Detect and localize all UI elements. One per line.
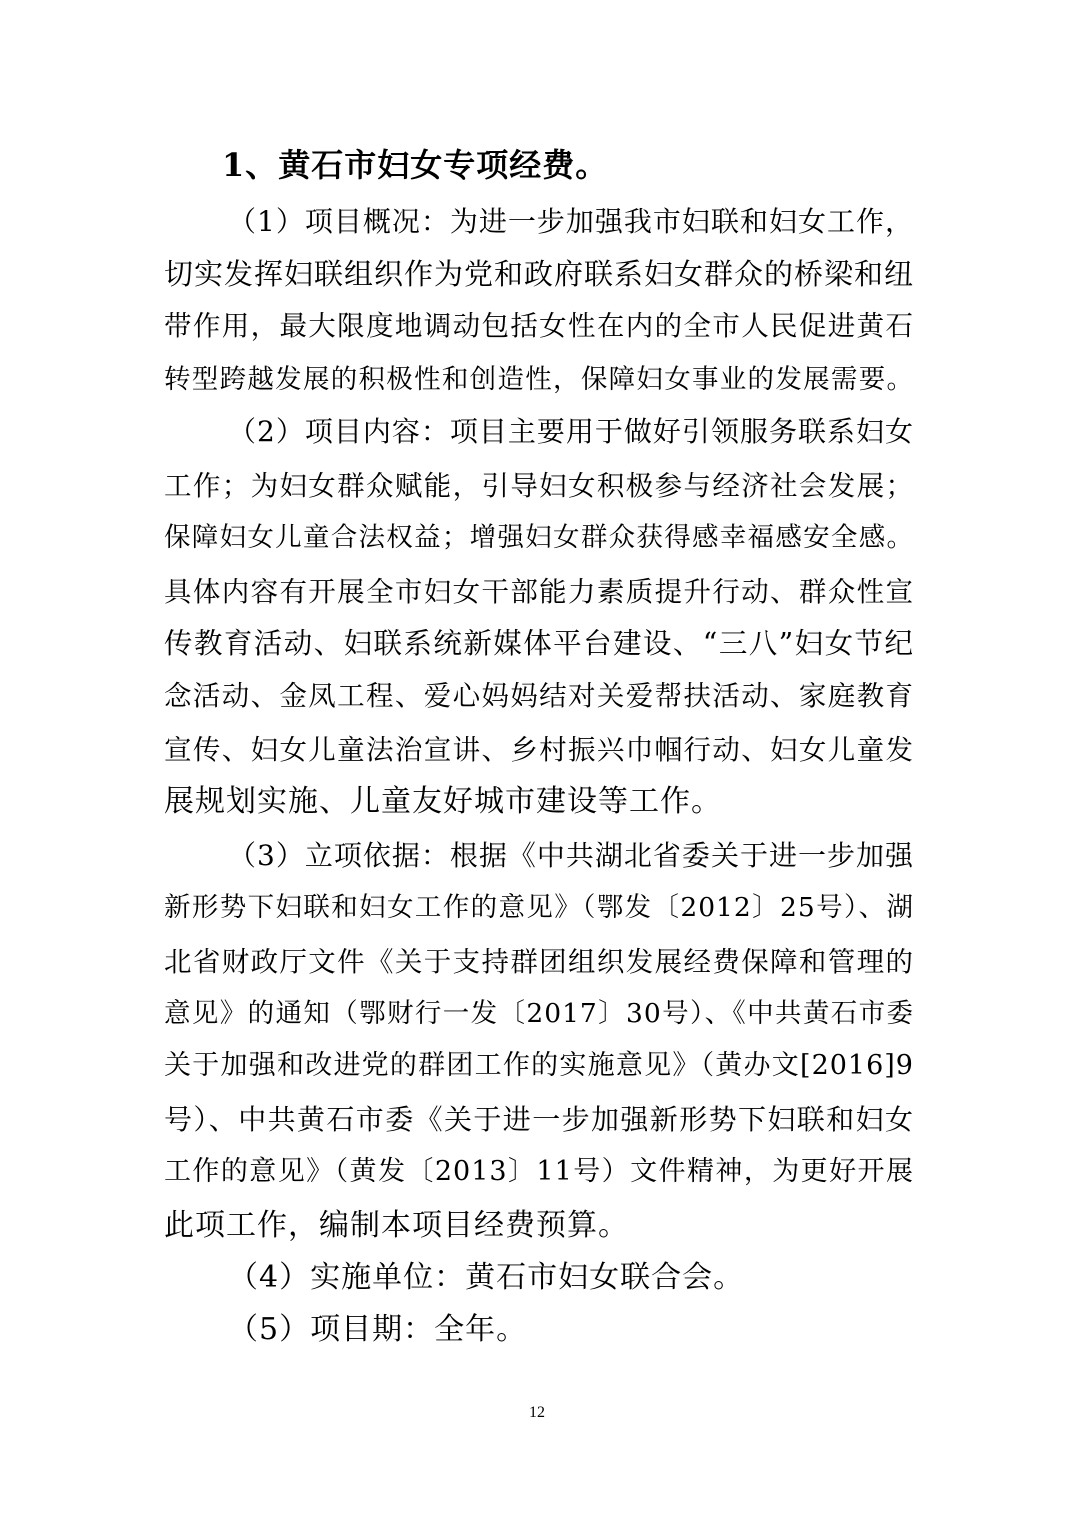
text-line: 工作；为妇女群众赋能，引导妇女积极参与经济社会发展； (164, 470, 914, 502)
text-line: 具体内容有开展全市妇女干部能力素质提升行动、群众性宣 (164, 576, 914, 608)
text-line: （4）实施单位：黄石市妇女联合会。 (228, 1260, 745, 1295)
text-line: 意见》的通知（鄂财行一发〔2017〕30号）、《中共黄石市委 (164, 998, 914, 1029)
section-heading: 1、黄石市妇女专项经费。 (222, 146, 609, 184)
text-line: 传教育活动、妇联系统新媒体平台建设、“三八”妇女节纪 (164, 627, 914, 660)
text-line: 此项工作，编制本项目经费预算。 (164, 1208, 629, 1243)
text-line: 念活动、金凤工程、爱心妈妈结对关爱帮扶活动、家庭教育 (164, 680, 914, 712)
text-line: （3）立项依据：根据《中共湖北省委关于进一步加强 (228, 839, 914, 872)
text-line: 保障妇女儿童合法权益；增强妇女群众获得感幸福感安全感。 (164, 522, 914, 553)
text-line: 新形势下妇联和妇女工作的意见》（鄂发〔2012〕25号）、湖 (164, 892, 914, 923)
page-number: 12 (529, 1404, 545, 1421)
text-line: （5）项目期：全年。 (228, 1312, 528, 1347)
text-line: 宣传、妇女儿童法治宣讲、乡村振兴巾帼行动、妇女儿童发 (164, 734, 914, 766)
text-line: （1）项目概况：为进一步加强我市妇联和妇女工作， (228, 205, 914, 238)
text-line: 展规划实施、儿童友好城市建设等工作。 (164, 784, 722, 819)
text-line: 切实发挥妇联组织作为党和政府联系妇女群众的桥梁和纽 (164, 257, 915, 291)
text-line: 号）、中共黄石市委《关于进一步加强新形势下妇联和妇女 (164, 1103, 914, 1136)
text-line: 转型跨越发展的积极性和创造性，保障妇女事业的发展需要。 (164, 364, 914, 395)
text-line: 工作的意见》（黄发〔2013〕11号）文件精神，为更好开展 (164, 1156, 914, 1187)
text-line: （2）项目内容：项目主要用于做好引领服务联系妇女 (228, 415, 914, 448)
text-line: 关于加强和改进党的群团工作的实施意见》（黄办文[2016]9 (164, 1050, 914, 1081)
text-line: 带作用，最大限度地调动包括女性在内的全市人民促进黄石 (164, 310, 914, 342)
text-line: 北省财政厅文件《关于支持群团组织发展经费保障和管理的 (164, 946, 914, 978)
